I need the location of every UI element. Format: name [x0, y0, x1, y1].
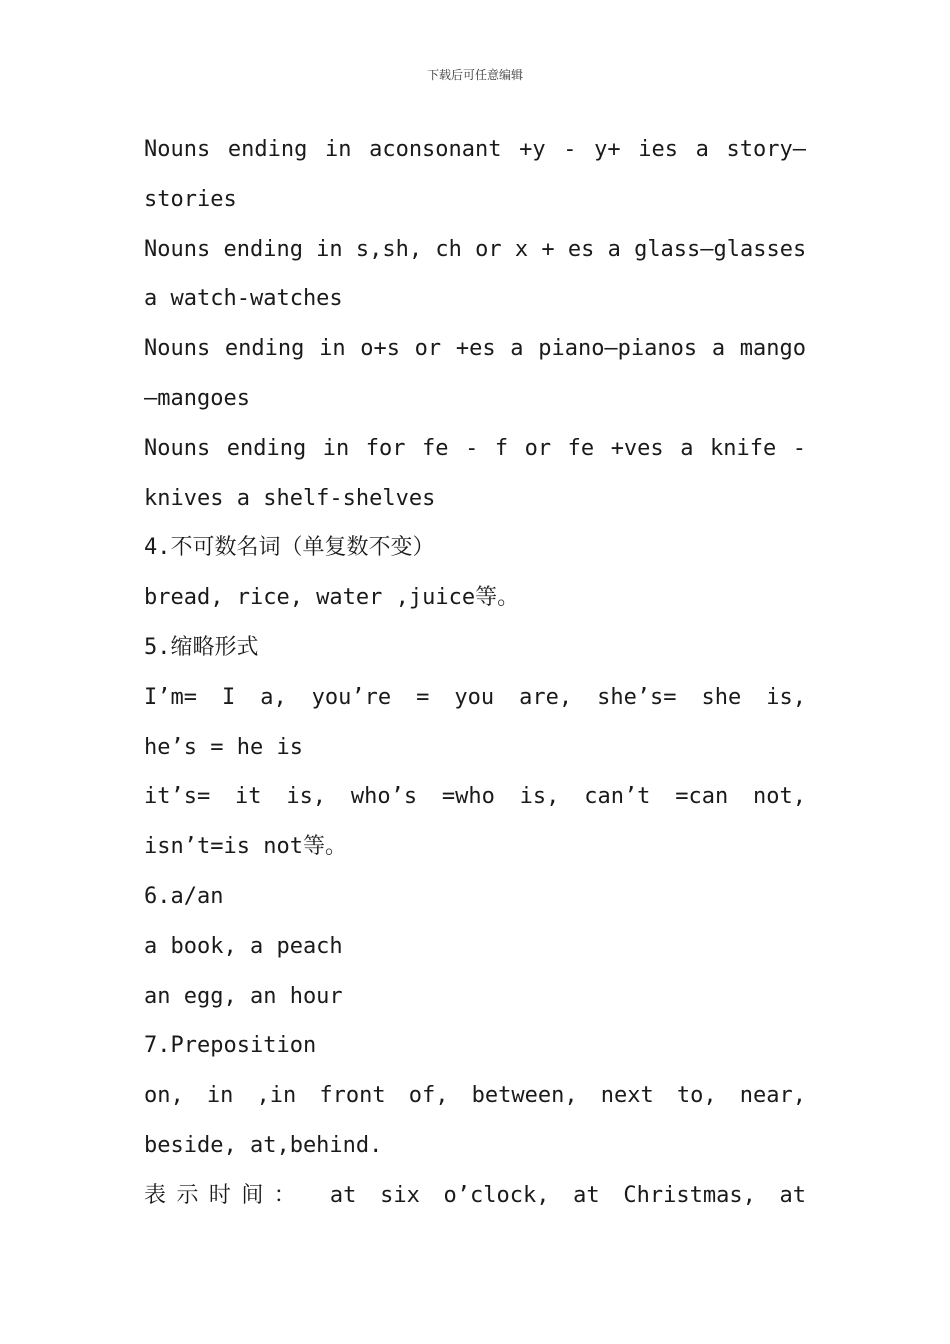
text-line: Nouns ending in for fe - f or fe +ves a knife -	[144, 435, 806, 461]
document-body	[144, 125, 806, 1221]
section-heading: 5.缩略形式	[144, 634, 259, 660]
section-heading: 4.不可数名词（单复数不变）	[144, 535, 435, 561]
text-line: it’s= it is, who’s =who is, can’t =can not,	[144, 784, 806, 810]
text-line: Nouns ending in aconsonant +y - y+ ies a story—	[144, 137, 806, 162]
section-heading: 7.Preposition	[144, 1033, 317, 1059]
text-line: on, in ,in front of, between, next to, near,	[144, 1083, 806, 1109]
page-header: 下载后可任意编辑	[426, 68, 523, 82]
text-line: —mangoes	[144, 385, 250, 411]
text-line: knives a shelf-shelves	[144, 485, 436, 511]
text-line: I’m= I a, you’re = you are, she’s= she is,	[144, 684, 806, 710]
text-line: he’s = he is	[144, 734, 303, 760]
text-line: bread, rice, water ,juice等。	[144, 585, 520, 611]
text-line: a watch-watches	[144, 286, 343, 312]
text-line: 表示时间： at six o’clock, at Christmas, at	[144, 1182, 806, 1208]
text-line: isn’t=is not等。	[144, 834, 347, 860]
text-line: Nouns ending in o+s or +es a piano—pianos a mango	[144, 336, 806, 362]
text-line: a book, a peach	[144, 933, 343, 959]
text-line: an egg, an hour	[144, 983, 343, 1009]
section-heading: 6.a/an	[144, 883, 224, 909]
text-line: Nouns ending in s,sh, ch or x + es a glass—glasses	[144, 236, 806, 262]
text-line: stories	[144, 186, 237, 212]
text-line: beside, at,behind.	[144, 1132, 383, 1158]
